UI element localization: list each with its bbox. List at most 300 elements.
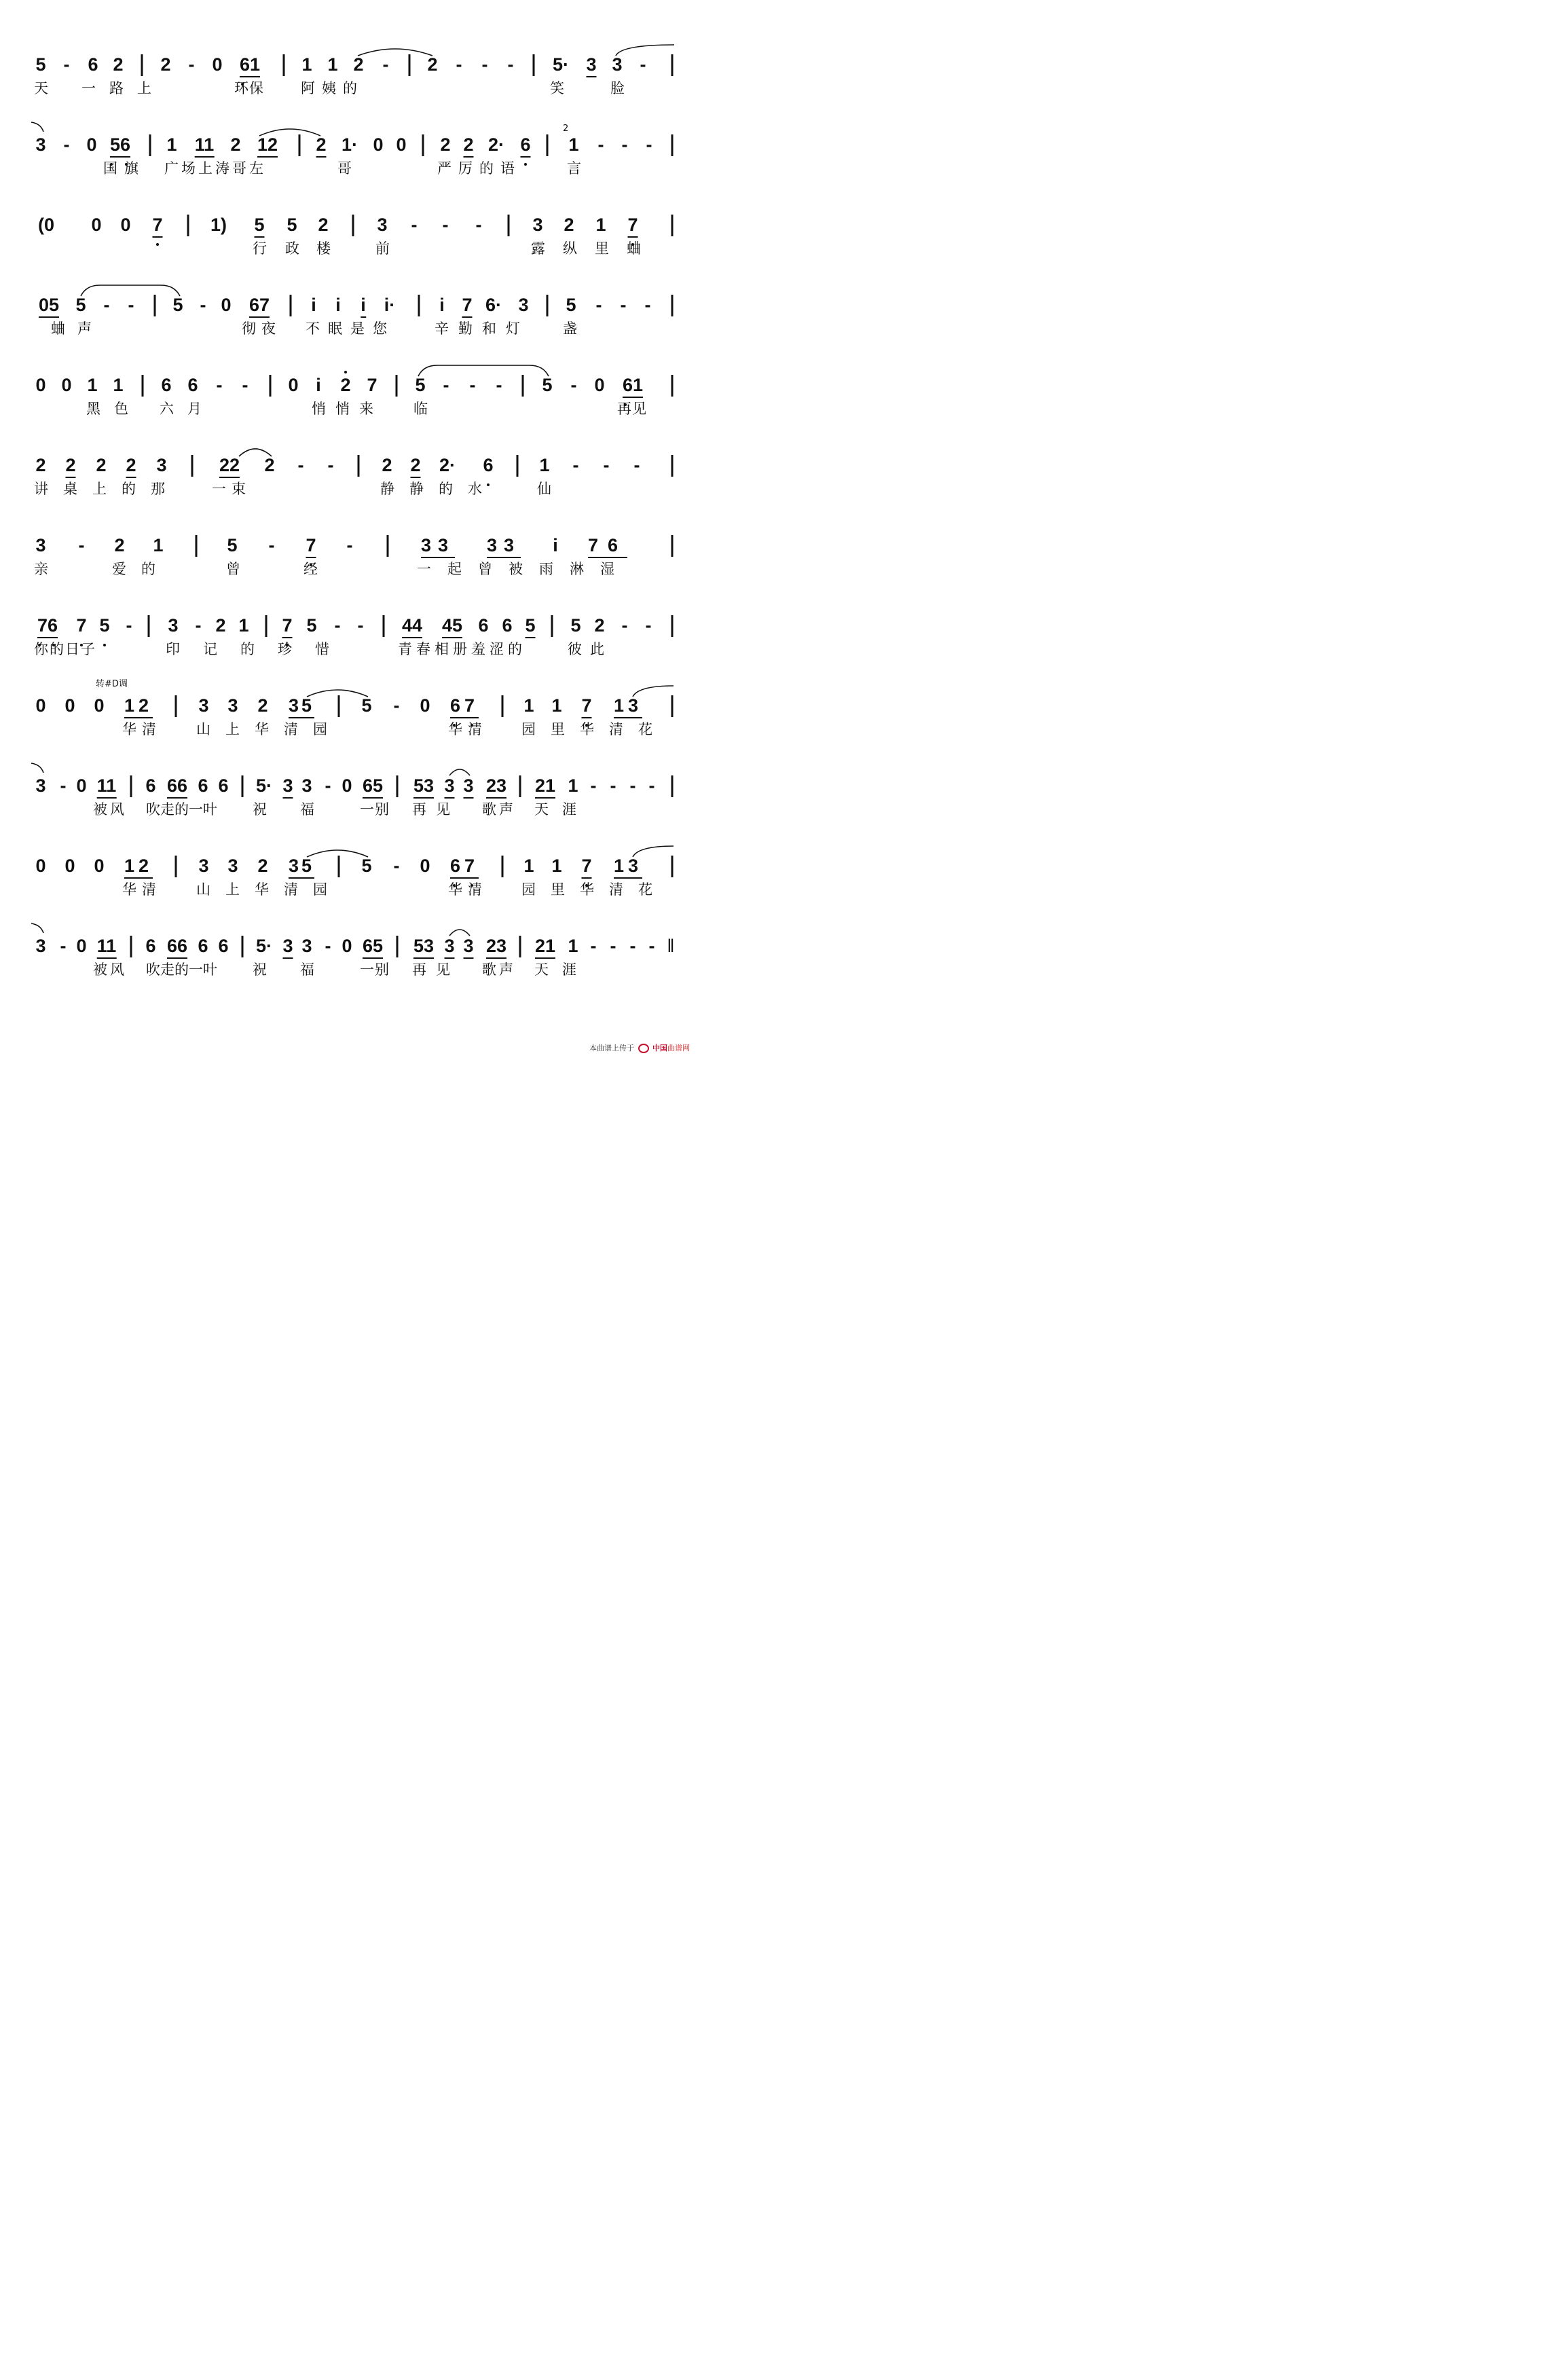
dash: - xyxy=(60,936,67,956)
lyrics-row-3 xyxy=(0,239,695,262)
barline xyxy=(299,134,301,156)
note: 5 xyxy=(254,213,264,238)
note: 5 xyxy=(361,856,372,876)
note: 6 xyxy=(198,775,208,796)
system-1 xyxy=(0,53,695,128)
note: 2 xyxy=(410,454,420,478)
dash: - xyxy=(648,775,655,796)
dash: - xyxy=(621,615,628,636)
lyrics-row-12 xyxy=(0,960,695,983)
barline xyxy=(671,54,674,76)
lyric-text: 讲桌上的那 xyxy=(34,481,180,497)
dash: - xyxy=(63,134,70,155)
barline xyxy=(352,215,354,236)
dash: - xyxy=(645,615,652,636)
dash: - xyxy=(382,54,389,75)
note: 3 xyxy=(612,54,623,75)
barline xyxy=(522,375,524,397)
lyric-text: 歌声 xyxy=(482,962,516,978)
note-group: 76 xyxy=(37,614,58,638)
barline xyxy=(396,375,398,397)
note: 0 xyxy=(212,54,223,75)
note-group: 44 xyxy=(402,614,422,638)
barline xyxy=(397,936,399,957)
lyric-text: 一别 xyxy=(360,801,390,818)
note: 6 xyxy=(218,775,229,796)
note: 0 xyxy=(64,856,75,876)
note: 0 xyxy=(35,856,46,876)
note: 6 xyxy=(502,615,513,636)
lyric-text: 前 xyxy=(375,240,390,257)
note: 1 xyxy=(301,54,312,75)
note: 1 xyxy=(523,695,534,716)
note-group: 13 xyxy=(614,854,642,879)
note: 7 xyxy=(627,213,638,238)
note: 5 xyxy=(99,615,110,636)
dash: - xyxy=(78,535,85,555)
lyric-text: 歌声 xyxy=(482,801,516,818)
note: 3 xyxy=(463,934,473,959)
dash: - xyxy=(357,615,364,636)
lyric-text: 爱的 xyxy=(112,561,170,577)
dash: - xyxy=(128,295,134,315)
final-barline: ‖ xyxy=(667,936,675,956)
note: 5 xyxy=(566,295,576,315)
note-group: 11 xyxy=(195,133,215,158)
barline xyxy=(533,54,535,76)
lyric-text: 祝 xyxy=(253,962,268,978)
note: 1 xyxy=(523,856,534,876)
note: 6 xyxy=(218,936,229,956)
note-group: 05 xyxy=(39,293,59,318)
lyric-text: 华清 xyxy=(448,721,487,737)
note: 3 xyxy=(586,53,596,77)
system-9 xyxy=(0,679,695,769)
note: 7 xyxy=(462,293,472,318)
dash: - xyxy=(507,54,514,75)
dash: - xyxy=(327,455,334,475)
dash: - xyxy=(590,936,597,956)
note: 0 xyxy=(61,375,72,395)
note: 3 xyxy=(198,695,209,716)
barline xyxy=(242,775,244,797)
barline xyxy=(141,54,143,76)
lyrics-row-1 xyxy=(0,79,695,102)
system-11 xyxy=(0,854,695,929)
note: 2 xyxy=(35,455,46,475)
barline xyxy=(142,375,144,397)
note: 0 xyxy=(342,775,352,796)
note-group: 13 xyxy=(614,694,642,718)
note: i xyxy=(316,375,321,395)
barline xyxy=(671,375,674,397)
note: 0 xyxy=(91,215,102,235)
lyric-text: 环保 xyxy=(234,80,264,96)
dash: - xyxy=(393,856,400,876)
note: 2 xyxy=(114,535,125,555)
barline xyxy=(671,775,674,797)
dash: - xyxy=(60,775,67,796)
note-group: 56 xyxy=(110,133,130,158)
barline xyxy=(283,54,285,76)
barline xyxy=(175,856,177,877)
slur xyxy=(306,847,370,858)
slur xyxy=(79,285,181,297)
lyric-text: 亲 xyxy=(34,561,49,577)
system-12 xyxy=(0,934,695,1009)
note: 1 xyxy=(568,134,579,155)
note: 6· xyxy=(485,295,502,315)
lyric-text: 福 xyxy=(300,801,315,818)
lyric-text: 曾 xyxy=(226,561,241,577)
note-group: 76 xyxy=(588,534,627,558)
key-change-annotation: 转#D调 xyxy=(96,679,128,689)
barline xyxy=(502,856,504,877)
lyric-text: 言 xyxy=(567,160,582,177)
dash: - xyxy=(621,134,628,155)
lyric-text: 政 xyxy=(285,240,300,257)
note: 0 xyxy=(120,215,131,235)
barline xyxy=(409,54,411,76)
note: i xyxy=(361,293,366,318)
dash: - xyxy=(103,295,110,315)
note-group: 12 xyxy=(257,133,278,158)
note: 3 xyxy=(444,774,454,799)
note: i xyxy=(335,295,341,315)
lyrics-row-6 xyxy=(0,479,695,502)
note: 3 xyxy=(463,774,473,799)
note: 7 xyxy=(581,694,591,718)
lyric-text: 天涯 xyxy=(534,962,590,978)
note: 5· xyxy=(255,775,273,796)
barline xyxy=(265,615,268,637)
note: 2 xyxy=(257,856,268,876)
dash: - xyxy=(469,375,476,395)
dash: - xyxy=(644,295,651,315)
lyric-text: 露纵里蛐 xyxy=(531,240,659,257)
slur xyxy=(258,126,322,137)
note: 3 xyxy=(301,775,312,796)
dash: - xyxy=(481,54,488,75)
lyric-text: 你的日子 xyxy=(34,641,96,657)
lyrics-row-4 xyxy=(0,319,695,342)
note: 6 xyxy=(483,455,494,475)
note-group: 65 xyxy=(363,774,383,799)
note: 6 xyxy=(198,936,208,956)
barline xyxy=(502,695,504,717)
note-group: 67 xyxy=(249,293,270,318)
dash: - xyxy=(646,134,652,155)
barline xyxy=(191,455,193,477)
dash: - xyxy=(346,535,353,555)
dash: - xyxy=(590,775,597,796)
barline xyxy=(187,215,189,236)
lyric-text: 一束 xyxy=(212,481,251,497)
lyric-text: 吹走的一叶 xyxy=(146,801,217,818)
note: (0 xyxy=(37,215,55,235)
lyric-text: 阿姨的 xyxy=(301,80,364,96)
lyric-text: 福 xyxy=(300,962,315,978)
barline xyxy=(387,535,389,557)
note-group: 61 xyxy=(623,373,643,398)
note: 3 xyxy=(227,856,238,876)
note: 5· xyxy=(255,936,273,956)
lyric-text: 再见 xyxy=(617,401,647,417)
note: 5 xyxy=(570,615,581,636)
note: 3 xyxy=(35,134,46,155)
lyric-text: 被风 xyxy=(93,801,127,818)
lyric-text: 再见 xyxy=(412,801,460,818)
dash: - xyxy=(597,134,604,155)
lyric-text: 华清 xyxy=(122,881,162,898)
lyrics-row-11 xyxy=(0,880,695,903)
note: 3 xyxy=(156,455,167,475)
lyric-text: 园里华清花 xyxy=(521,881,667,898)
slur xyxy=(306,687,370,698)
note-group: 35 xyxy=(289,854,314,879)
note: 2 xyxy=(316,133,326,158)
note: 0 xyxy=(35,375,46,395)
dash: - xyxy=(195,615,202,636)
note: - xyxy=(63,54,70,75)
note: 0 xyxy=(76,936,87,956)
note: 3 xyxy=(227,695,238,716)
note-group: 23 xyxy=(486,934,506,959)
dash: - xyxy=(325,775,331,796)
system-7 xyxy=(0,534,695,608)
barline xyxy=(149,134,151,156)
note-group: 12 xyxy=(124,854,153,879)
slur xyxy=(356,46,435,57)
note: 3 xyxy=(518,295,529,315)
note-group: 67 xyxy=(450,854,479,879)
note: 1 xyxy=(539,455,550,475)
note: 3 xyxy=(198,856,209,876)
note: 2 xyxy=(230,134,241,155)
barline xyxy=(671,856,674,877)
note: 1 xyxy=(568,775,578,796)
note: 3 xyxy=(35,535,46,555)
dash: - xyxy=(242,375,248,395)
lyric-text: 辛勤和灯 xyxy=(435,321,530,337)
note-group: 66 xyxy=(167,934,187,959)
note-group: 11 xyxy=(97,774,117,799)
footer-watermark xyxy=(589,1044,690,1053)
note: i xyxy=(439,295,445,315)
note: 0 xyxy=(288,375,299,395)
note-group: 66 xyxy=(167,774,187,799)
note: 6 xyxy=(478,615,489,636)
lyrics-row-7 xyxy=(0,560,695,583)
lyric-text: 蛐声 xyxy=(51,321,104,337)
note: 2 xyxy=(264,455,275,475)
lyric-text: 山上华清园 xyxy=(196,881,342,898)
note: 2 xyxy=(257,695,268,716)
lyric-text: 彻夜 xyxy=(242,321,281,337)
note: 5· xyxy=(552,54,570,75)
system-4 xyxy=(0,293,695,368)
note: 0 xyxy=(420,856,430,876)
barline xyxy=(196,535,198,557)
lyric-text: 华清 xyxy=(448,881,487,898)
slur xyxy=(631,686,675,698)
note: 0 xyxy=(373,134,384,155)
dash: - xyxy=(126,615,132,636)
dash: - xyxy=(620,295,627,315)
barline xyxy=(338,695,340,717)
barline xyxy=(130,775,132,797)
note: 0 xyxy=(64,695,75,716)
system-8 xyxy=(0,614,695,689)
note: 1· xyxy=(341,134,358,155)
note: 2 xyxy=(382,455,392,475)
note: 1 xyxy=(568,936,578,956)
barline xyxy=(242,936,244,957)
note: 2 xyxy=(353,54,364,75)
barline xyxy=(671,134,674,156)
note: 7 xyxy=(152,213,162,238)
note-group: 35 xyxy=(289,694,314,718)
note: 5 xyxy=(361,695,372,716)
dash: - xyxy=(411,215,418,235)
lyric-text: 一别 xyxy=(360,962,390,978)
slur-continuation xyxy=(30,922,46,934)
barline xyxy=(418,295,420,316)
dash: - xyxy=(216,375,223,395)
site-logo-icon xyxy=(638,1044,649,1053)
note: 3 xyxy=(282,934,293,959)
note: 7 xyxy=(282,614,292,638)
barline xyxy=(383,615,385,637)
note: 0 xyxy=(396,134,407,155)
note-group: 61 xyxy=(240,53,260,77)
lyric-text: 盏 xyxy=(563,321,578,337)
lyric-text: 不眠是您 xyxy=(306,321,395,337)
note: 5 xyxy=(306,615,317,636)
note: 2 xyxy=(440,134,451,155)
dash: - xyxy=(334,615,341,636)
note: 0 xyxy=(420,695,430,716)
dash: - xyxy=(633,455,640,475)
barline xyxy=(519,775,521,797)
note: 5 xyxy=(525,614,535,638)
note: 2 xyxy=(427,54,438,75)
lyric-syllable: 天 xyxy=(34,80,48,96)
note-group: 67 xyxy=(450,694,479,718)
note: 2 xyxy=(594,615,605,636)
barline xyxy=(358,455,360,477)
lyrics-row-2 xyxy=(0,159,695,182)
note: 6 xyxy=(161,375,172,395)
system-3 xyxy=(0,213,695,288)
lyric-text: 哥 xyxy=(337,160,352,177)
lyric-text: 悄悄来 xyxy=(312,401,383,417)
lyric-text: 静静的水 xyxy=(380,481,497,497)
note: 0 xyxy=(221,295,232,315)
slur xyxy=(631,846,675,858)
lyric-text: 经 xyxy=(303,561,318,577)
barline xyxy=(551,615,553,637)
system-6 xyxy=(0,454,695,528)
note: 2 xyxy=(126,454,136,478)
note: 2· xyxy=(487,134,505,155)
slur xyxy=(238,447,273,458)
dash: - xyxy=(629,775,636,796)
note: 3 xyxy=(532,215,543,235)
dash: - xyxy=(640,54,646,75)
note: 5 xyxy=(172,295,183,315)
slur xyxy=(614,45,676,57)
barline xyxy=(130,936,132,957)
barline xyxy=(338,856,340,877)
dash: - xyxy=(442,215,449,235)
lyrics-row-10 xyxy=(0,800,695,823)
dash: - xyxy=(610,936,616,956)
brand-text: 中国 xyxy=(652,1044,667,1052)
upload-text: 本曲谱上传于 xyxy=(589,1044,634,1052)
note: 1 xyxy=(153,535,164,555)
note: 5 xyxy=(227,535,238,555)
lyric-text: 华清 xyxy=(122,721,162,737)
lyric-text: 一起曾被雨淋湿 xyxy=(417,561,631,577)
barline xyxy=(671,535,674,557)
note: 5 xyxy=(287,215,297,235)
note-group: 65 xyxy=(363,934,383,959)
dash: - xyxy=(268,535,275,555)
barline xyxy=(270,375,272,397)
dash: - xyxy=(297,455,304,475)
note: 2 xyxy=(96,455,107,475)
note: 5 xyxy=(35,54,46,75)
lyric-text: 彼此 xyxy=(568,641,612,657)
note: 2 xyxy=(463,133,473,158)
lyric-text: 广场上涛哥左 xyxy=(164,160,266,177)
note: 7 xyxy=(367,375,377,395)
dash: - xyxy=(572,455,579,475)
barline xyxy=(671,455,674,477)
note: 0 xyxy=(342,936,352,956)
lyric-text: 行 xyxy=(253,240,268,257)
note: 5 xyxy=(542,375,553,395)
note: 2 xyxy=(564,215,574,235)
score-sheet xyxy=(0,0,695,1056)
slur xyxy=(417,365,550,378)
barline xyxy=(175,695,177,717)
slur xyxy=(448,767,471,777)
note: 7 xyxy=(306,534,316,558)
note: 1 xyxy=(595,215,606,235)
note: i· xyxy=(384,295,396,315)
note: 5 xyxy=(415,375,426,395)
note: 6 xyxy=(520,133,530,158)
note-group: 33 xyxy=(421,534,455,558)
high-octave-dot xyxy=(344,371,347,373)
barline xyxy=(547,295,549,316)
note: 0 xyxy=(86,134,97,155)
barline xyxy=(519,936,521,957)
lyrics-row-5 xyxy=(0,399,695,422)
note-group: 21 xyxy=(535,934,555,959)
note: 5 xyxy=(75,295,86,315)
lyric-text: 严厉的语 xyxy=(437,160,521,177)
barline xyxy=(671,215,674,236)
note: 1) xyxy=(210,215,227,235)
note: 7 xyxy=(76,615,87,636)
dash: - xyxy=(610,775,616,796)
note: 1 xyxy=(113,375,124,395)
note: 3 xyxy=(377,215,388,235)
barline xyxy=(397,775,399,797)
